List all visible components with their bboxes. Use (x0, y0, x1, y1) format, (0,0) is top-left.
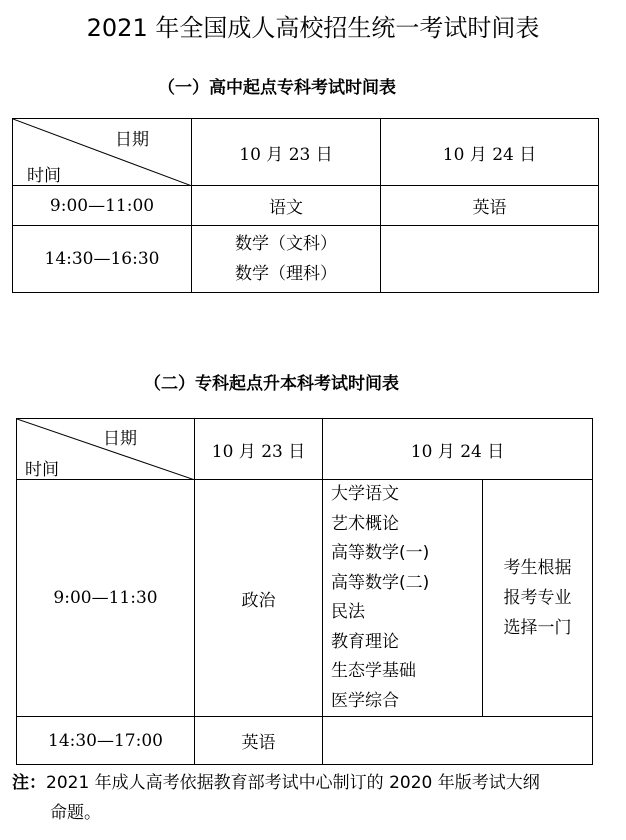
col-header-day2: 10 月 24 日 (381, 119, 599, 186)
subject-cell (192, 226, 381, 293)
time-cell: 9:00—11:30 (17, 480, 195, 717)
choice-note-line: 考生根据 (503, 558, 572, 578)
table1 (12, 118, 599, 293)
choice-note-cell (483, 480, 593, 717)
subject-item: 数学（理科） (235, 264, 337, 284)
subject-cell: 语文 (192, 186, 381, 226)
table1-heading: （一）高中起点专科考试时间表 (158, 78, 396, 98)
corner-date-label: 日期 (103, 429, 137, 449)
subject-list-cell (323, 480, 483, 717)
subject-item: 民法 (331, 602, 365, 622)
footnote-line1: 2021 年成人高考依据教育部考试中心制订的 2020 年版考试大纲 (46, 773, 540, 793)
time-cell: 14:30—16:30 (13, 226, 192, 293)
subject-item: 数学（文科） (235, 234, 337, 254)
corner-date-label: 日期 (115, 130, 149, 150)
subject-item: 生态学基础 (331, 661, 416, 681)
table2-corner-cell (17, 419, 195, 480)
subject-item: 高等数学(一) (331, 543, 430, 563)
page-title: 2021 年全国成人高校招生统一考试时间表 (86, 14, 540, 42)
footnote-line2: 命题。 (50, 803, 101, 823)
col-header-day1: 10 月 23 日 (195, 419, 323, 480)
subject-item: 教育理论 (331, 631, 399, 652)
table2-heading: （二）专科起点升本科考试时间表 (144, 374, 399, 394)
subject-item: 艺术概论 (331, 513, 399, 534)
table2 (16, 418, 593, 765)
col-header-day1: 10 月 23 日 (192, 119, 381, 186)
footnote-label: 注： (12, 773, 46, 793)
choice-note-line: 报考专业 (503, 588, 572, 608)
subject-cell: 英语 (195, 717, 323, 765)
empty-cell (323, 717, 593, 765)
time-cell: 14:30—17:00 (17, 717, 195, 765)
subject-item: 大学语文 (331, 484, 399, 504)
empty-cell (381, 226, 599, 293)
table1-corner-cell (13, 119, 192, 186)
subject-cell: 政治 (195, 480, 323, 717)
footnote (12, 768, 612, 828)
choice-note-line: 选择一门 (503, 618, 572, 638)
subject-item: 高等数学(二) (331, 572, 430, 593)
corner-time-label: 时间 (25, 460, 59, 480)
corner-time-label: 时间 (27, 166, 61, 186)
subject-cell: 英语 (381, 186, 599, 226)
col-header-day2: 10 月 24 日 (323, 419, 593, 480)
subject-item: 医学综合 (331, 690, 399, 711)
time-cell: 9:00—11:00 (13, 186, 192, 226)
